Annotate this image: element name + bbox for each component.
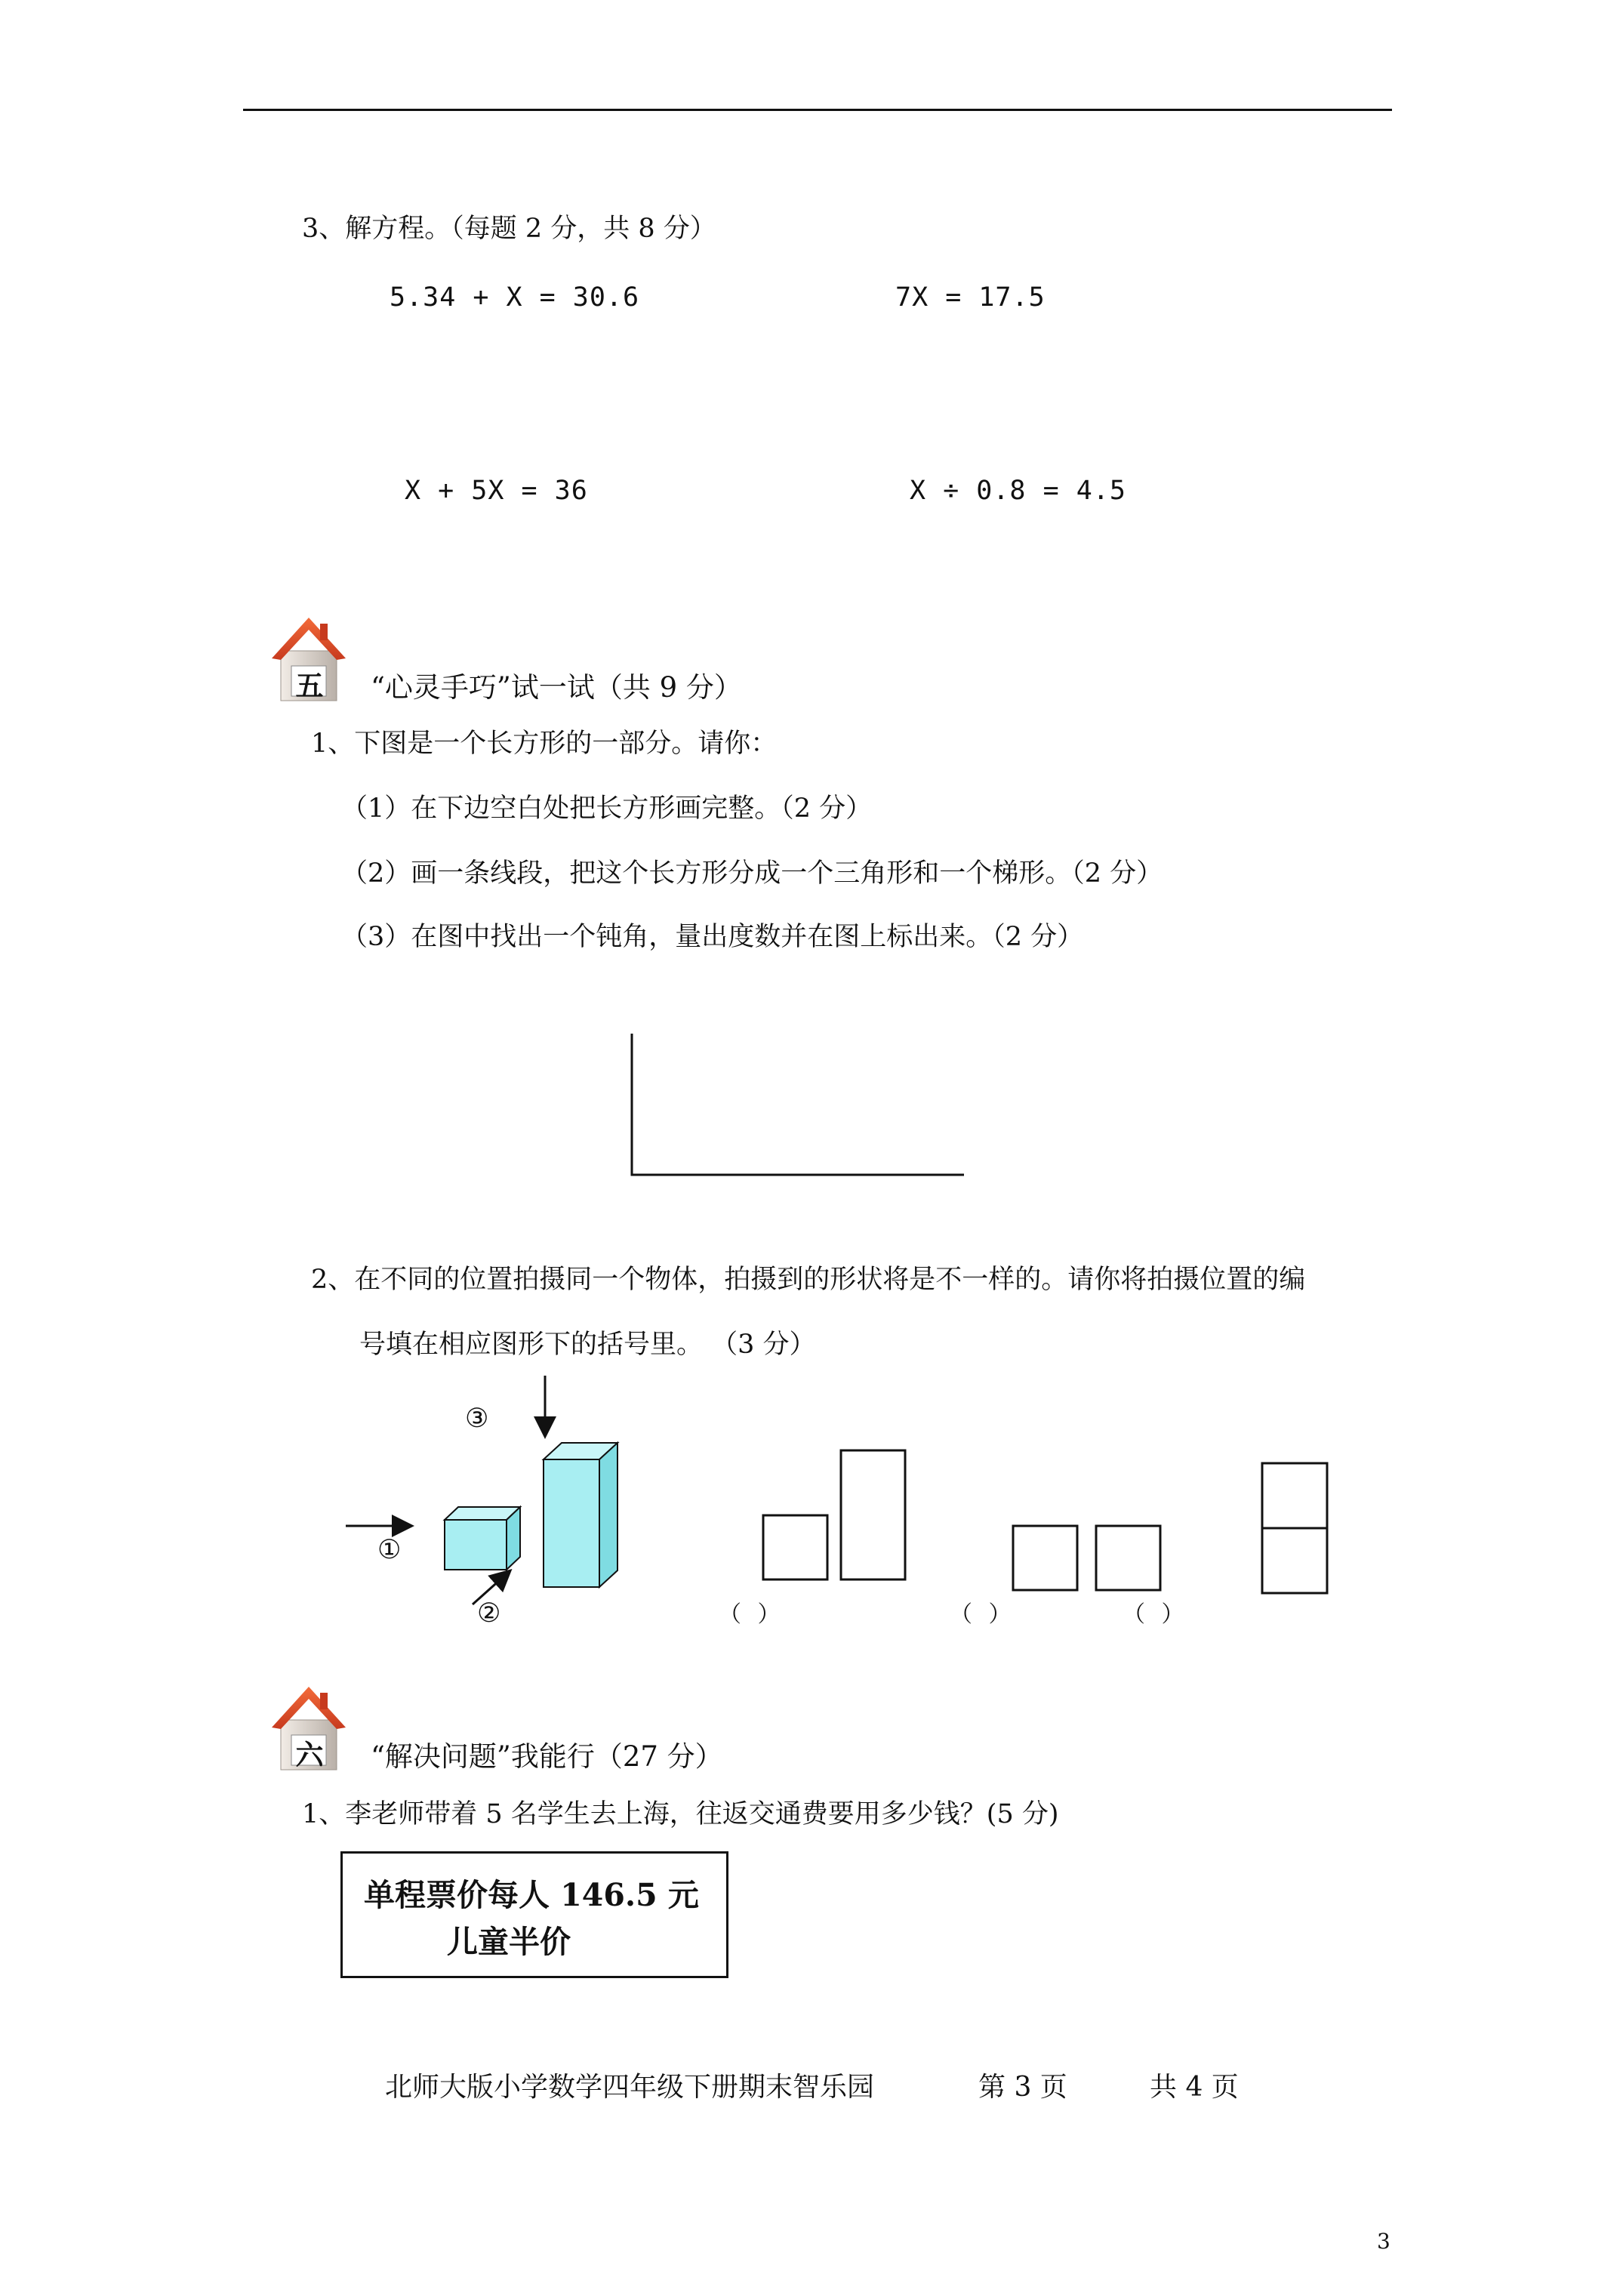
section6-title: “解决问题”我能行（27 分） xyxy=(371,1740,723,1773)
s5-q2-text-line1: 2、在不同的位置拍摄同一个物体，拍摄到的形状将是不一样的。请你将拍摄位置的编 xyxy=(311,1265,1306,1295)
s5-q1-text: 1、下图是一个长方形的一部分。请你： xyxy=(311,729,778,759)
section5-title: “心灵手巧”试一试（共 9 分） xyxy=(371,671,742,704)
equation-3: X + 5X = 36 xyxy=(405,476,588,506)
partial-rectangle-figure xyxy=(627,1031,966,1182)
header-rule xyxy=(243,109,1392,111)
marker-2: ② xyxy=(477,1598,501,1629)
view-a-figure xyxy=(755,1442,921,1586)
bracket-c: （ ） xyxy=(1123,1601,1189,1628)
s5-q1-item-1: （1）在下边空白处把长方形画完整。（2 分） xyxy=(341,794,873,824)
price-box xyxy=(340,1851,728,1978)
footer-book-title: 北师大版小学数学四年级下册期末智乐园 xyxy=(385,2072,875,2103)
section6-badge: 六 xyxy=(295,1738,324,1771)
s5-q2-text-line2: 号填在相应图形下的括号里。 （3 分） xyxy=(359,1330,816,1360)
s6-q1-text: 1、李老师带着 5 名学生去上海，往返交通费要用多少钱？(5 分) xyxy=(302,1799,1059,1829)
equation-4: X ÷ 0.8 = 4.5 xyxy=(910,476,1126,506)
page-number: 3 xyxy=(1377,2229,1390,2254)
bracket-a: （ ） xyxy=(719,1601,785,1628)
equation-1: 5.34 + X = 30.6 xyxy=(390,282,640,313)
marker-1: ① xyxy=(377,1535,402,1565)
bracket-b: （ ） xyxy=(950,1601,1016,1628)
price-line-2: 儿童半价 xyxy=(447,1924,571,1960)
section5-badge: 五 xyxy=(295,669,324,702)
footer-total: 共 4 页 xyxy=(1150,2072,1239,2103)
footer-page: 第 3 页 xyxy=(978,2072,1067,2103)
price-line-1: 单程票价每人 146.5 元 xyxy=(364,1877,699,1913)
q3-title: 3、解方程。（每题 2 分，共 8 分） xyxy=(302,214,716,244)
s5-q1-item-2: （2）画一条线段，把这个长方形分成一个三角形和一个梯形。（2 分） xyxy=(341,858,1163,889)
equation-2: 7X = 17.5 xyxy=(895,282,1046,313)
marker-3: ③ xyxy=(465,1404,489,1434)
objects-figure xyxy=(332,1367,664,1638)
s5-q1-item-3: （3）在图中找出一个钝角，量出度数并在图上标出来。（2 分） xyxy=(341,922,1084,952)
view-b-figure xyxy=(1004,1518,1178,1601)
view-c-figure xyxy=(1253,1457,1336,1601)
